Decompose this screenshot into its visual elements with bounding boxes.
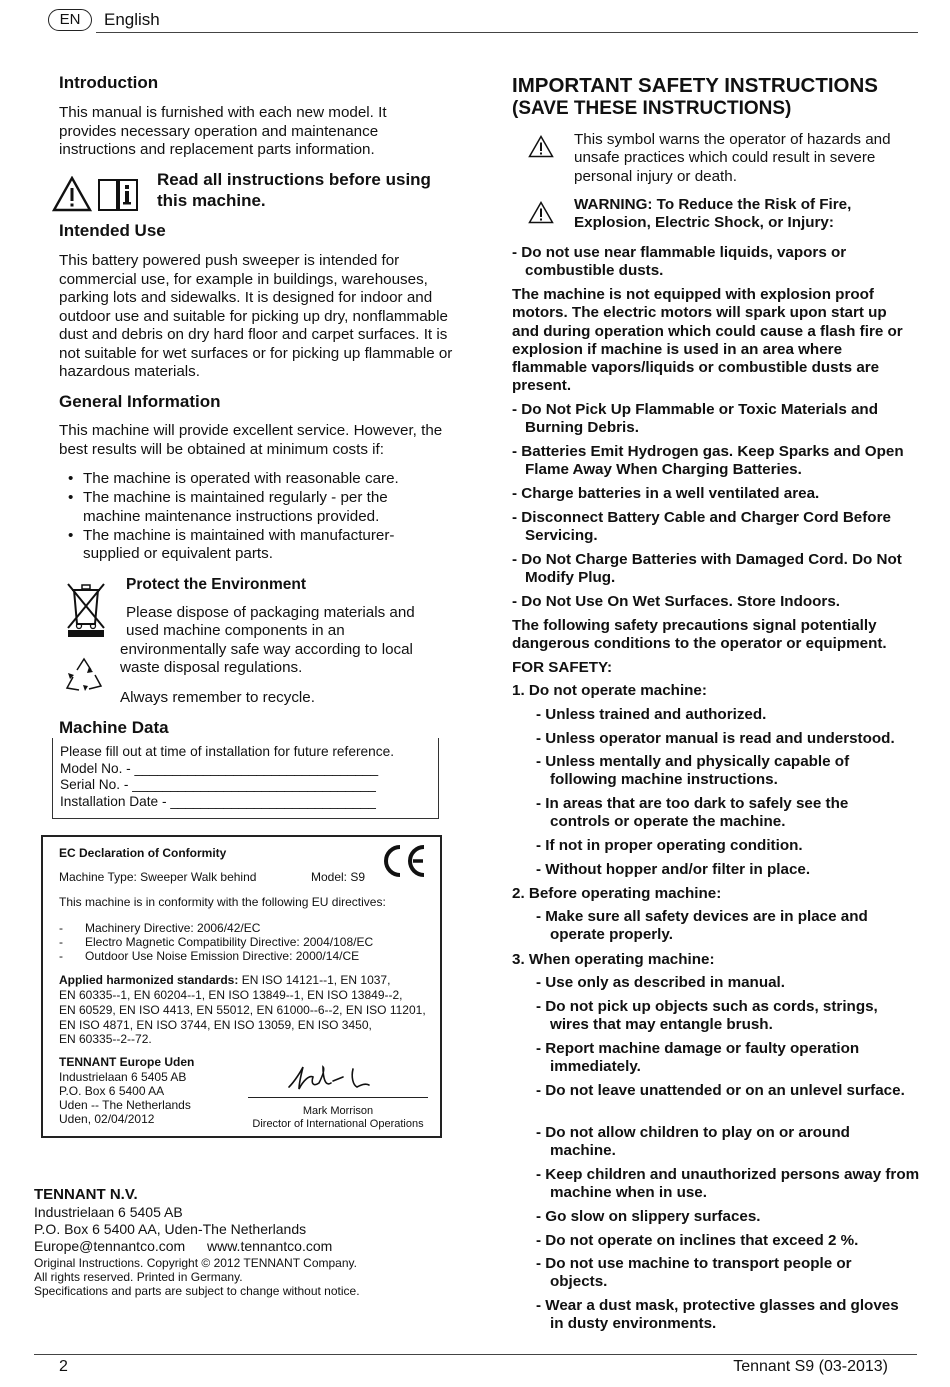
recycle-reminder: Always remember to recycle.: [120, 689, 315, 706]
company-name: TENNANT N.V.: [34, 1186, 138, 1203]
ec-standards-line: EN 60335--2--72.: [59, 1032, 152, 1046]
manual-info-icon: [96, 176, 140, 212]
company-website-link[interactable]: www.tennantco.com: [207, 1238, 333, 1254]
introduction-text: This manual is furnished with each new model. It provides necessary operation and maintenance instructions and replacement parts information.: [59, 104, 387, 158]
safety-item: - Go slow on slippery surfaces.: [536, 1208, 761, 1225]
ec-address-line: Uden -- The Netherlands: [59, 1098, 191, 1112]
precautions-statement: The following safety precautions signal potentially dangerous conditions to the operator or equipment.: [512, 617, 887, 653]
legal-line: Specifications and parts are subject to change without notice.: [34, 1284, 360, 1298]
safety-item: - Do not use machine to transport people or objects.: [536, 1255, 852, 1291]
safety-item: - Do not leave unattended or on an unlevel surface.: [536, 1082, 905, 1099]
ec-standards-label: Applied harmonized standards:: [59, 973, 239, 987]
safety-item: - If not in proper operating condition.: [536, 837, 803, 854]
header-rule: [96, 32, 918, 33]
safety-section-heading: 1. Do not operate machine:: [512, 682, 707, 699]
safety-item: - Do not pick up objects such as cords, strings, wires that may entangle brush.: [536, 998, 878, 1034]
machine-data-heading: Machine Data: [59, 718, 169, 737]
safety-item: - Use only as described in manual.: [536, 974, 785, 991]
safety-subtitle: (SAVE THESE INSTRUCTIONS): [512, 98, 792, 119]
signature-image: [283, 1061, 383, 1095]
protect-environment-heading: Protect the Environment: [126, 576, 306, 593]
company-email-link[interactable]: Europe@tennantco.com: [34, 1238, 186, 1254]
environment-text-line: used machine components in an: [126, 622, 345, 639]
explosion-warning: The machine is not equipped with explosion proof motors. The electric motors will spark upon start up and during operation which could cause a flash fire or explosion if machine is used in an area where flammable vapors/liquids or combustible dusts are present.: [512, 286, 903, 395]
machine-data-box: [52, 738, 439, 819]
read-instructions-notice: Read all instructions before using this machine.: [157, 170, 431, 210]
machine-data-instruction: Please fill out at time of installation for future reference.: [60, 744, 394, 759]
ec-directive: Machinery Directive: 2006/42/EC: [85, 921, 261, 935]
ec-directive: Outdoor Use Noise Emission Directive: 2000/14/CE: [85, 949, 360, 963]
ec-directive: Electro Magnetic Compatibility Directive: 2004/108/EC: [85, 935, 374, 949]
installation-date-field[interactable]: Installation Date - ___________________________: [60, 793, 376, 809]
safety-item: - Do not operate on inclines that exceed 2 %.: [536, 1232, 859, 1249]
ec-standards-text: EN ISO 14121--1, EN 1037,: [238, 973, 391, 987]
safety-item: - Do not allow children to play on or around machine.: [536, 1124, 850, 1160]
signer-title: Director of International Operations: [252, 1118, 424, 1130]
ec-standards-line: EN ISO 4871, EN ISO 3744, EN ISO 13059, EN ISO 3450,: [59, 1018, 372, 1032]
ec-declaration-box: [41, 835, 442, 1138]
safety-item: - Report machine damage or faulty operation immediately.: [536, 1040, 860, 1076]
ec-company: TENNANT Europe Uden: [59, 1055, 195, 1069]
ec-machine-type: Machine Type: Sweeper Walk behind: [59, 870, 257, 884]
ec-address-line: Industrielaan 6 5405 AB: [59, 1070, 187, 1084]
warning-item: - Do Not Use On Wet Surfaces. Store Indoors.: [512, 593, 840, 610]
ec-directive-dash: -: [59, 921, 63, 935]
warning-item: - Do Not Pick Up Flammable or Toxic Materials and Burning Debris.: [512, 401, 878, 437]
ec-date: Uden, 02/04/2012: [59, 1112, 155, 1126]
crossed-bin-icon: [64, 580, 108, 638]
safety-item: - Wear a dust mask, protective glasses and gloves in dusty environments.: [536, 1297, 899, 1333]
environment-text-line: environmentally safe way according to local: [120, 641, 413, 658]
symbol-explanation: This symbol warns the operator of hazards and unsafe practices which could result in severe personal injury or death.: [574, 131, 891, 185]
general-information-heading: General Information: [59, 392, 221, 411]
safety-section-heading: 2. Before operating machine:: [512, 885, 722, 902]
ec-directive-dash: -: [59, 935, 63, 949]
safety-item: - Unless operator manual is read and understood.: [536, 730, 895, 747]
ec-standards-line: EN 60335--1, EN 60204--1, EN ISO 13849--1, EN ISO 13849--2,: [59, 988, 403, 1002]
warning-item: - Do Not Charge Batteries with Damaged Cord. Do Not Modify Plug.: [512, 551, 902, 587]
intended-use-text: This battery powered push sweeper is intended for commercial use, for example in buildings, warehouses, parking lots and sidewalks. It is designed for indoor and outdoor use and suitable for picking up dry, nonflammable dust and debris on dry hard floor and carpet surfaces. It is not suitable for wet surfaces or for picking up flammable or hazardous materials.: [59, 252, 453, 380]
safety-item: - Unless trained and authorized.: [536, 706, 767, 723]
model-number-field[interactable]: Model No. - ________________________________: [60, 760, 379, 776]
language-name: English: [104, 10, 160, 29]
safety-item: - Make sure all safety devices are in place and operate properly.: [536, 908, 868, 944]
ec-model: Model: S9: [311, 870, 366, 884]
ec-address-line: P.O. Box 6 5400 AA: [59, 1084, 165, 1098]
environment-text-line: waste disposal regulations.: [120, 659, 303, 676]
document-id: Tennant S9 (03-2013): [733, 1358, 888, 1375]
general-information-text: This machine will provide excellent service. However, the best results will be obtained at minimum costs if:: [59, 422, 443, 458]
list-item: • The machine is maintained with manufacturer-supplied or equivalent parts.: [59, 527, 439, 564]
list-item: • The machine is maintained regularly - per the machine maintenance instructions provided.: [59, 489, 439, 526]
ec-conformity-statement: This machine is in conformity with the following EU directives:: [59, 895, 386, 909]
ec-declaration-title: EC Declaration of Conformity: [59, 846, 227, 860]
safety-title: IMPORTANT SAFETY INSTRUCTIONS: [512, 74, 878, 97]
footer-rule: [34, 1354, 917, 1355]
legal-line: All rights reserved. Printed in Germany.: [34, 1270, 243, 1284]
introduction-heading: Introduction: [59, 73, 159, 92]
safety-item: - In areas that are too dark to safely see the controls or operate the machine.: [536, 795, 849, 831]
company-address-line: Industrielaan 6 5405 AB: [34, 1204, 183, 1220]
intended-use-heading: Intended Use: [59, 221, 166, 240]
warning-item: - Charge batteries in a well ventilated area.: [512, 485, 820, 502]
page-number: 2: [59, 1358, 68, 1375]
signer-name: Mark Morrison: [302, 1105, 374, 1117]
safety-section-heading: 3. When operating machine:: [512, 951, 715, 968]
ec-standards: [59, 973, 439, 988]
serial-number-field[interactable]: Serial No. - ________________________________: [60, 777, 376, 792]
safety-item: - Without hopper and/or filter in place.: [536, 861, 811, 878]
signature-line: [248, 1097, 428, 1098]
maintenance-bullet-list: [59, 470, 439, 564]
legal-line: Original Instructions. Copyright © 2012 TENNANT Company.: [34, 1256, 357, 1270]
for-safety-heading: FOR SAFETY:: [512, 659, 613, 676]
environment-text-line: Please dispose of packaging materials and: [126, 604, 415, 621]
ce-mark: [380, 841, 428, 881]
warning-triangle-icon: [528, 201, 554, 224]
list-item: • The machine is operated with reasonable care.: [59, 470, 439, 489]
warning-item: - Do not use near flammable liquids, vapors or combustible dusts.: [512, 244, 847, 280]
warning-item: - Disconnect Battery Cable and Charger Cord Before Servicing.: [512, 509, 891, 545]
warning-triangle-icon: [52, 176, 92, 212]
company-address-line: P.O. Box 6 5400 AA, Uden-The Netherlands: [34, 1221, 307, 1237]
warning-triangle-icon: [528, 135, 554, 158]
recycle-icon: [63, 656, 105, 696]
safety-item: - Keep children and unauthorized persons away from machine when in use.: [536, 1166, 920, 1202]
safety-item: - Unless mentally and physically capable of following machine instructions.: [536, 753, 850, 789]
ec-standards-line: EN 60529, EN ISO 4413, EN 55012, EN 61000--6--2, EN ISO 11201,: [59, 1003, 426, 1017]
warning-statement: WARNING: To Reduce the Risk of Fire, Explosion, Electric Shock, or Injury:: [574, 196, 852, 232]
warning-item: - Batteries Emit Hydrogen gas. Keep Sparks and Open Flame Away When Charging Batteries.: [512, 443, 904, 479]
ec-directive-dash: -: [59, 949, 63, 963]
language-code-badge: EN: [48, 9, 92, 31]
